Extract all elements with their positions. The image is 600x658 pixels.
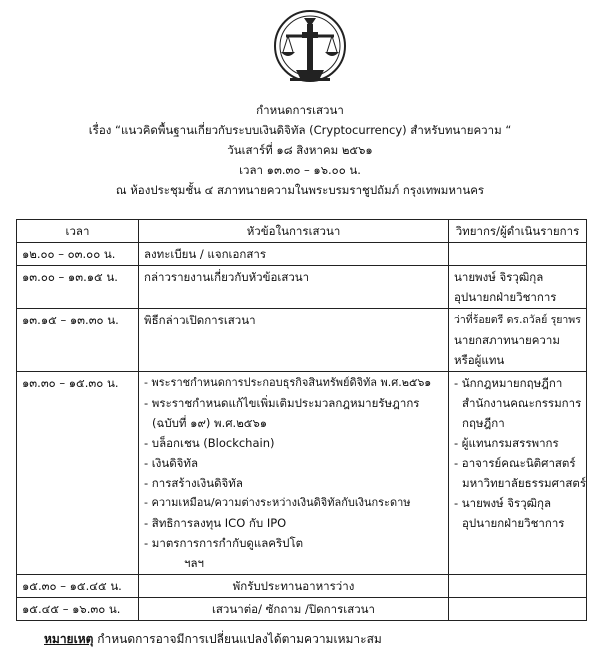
row-speakers [449,575,587,598]
row-time: ๑๓.๓๐ – ๑๕.๓๐ น. [17,372,139,575]
table-row [17,598,587,621]
speaker-item: มหาวิทยาลัยธรรมศาสตร์ [462,476,587,490]
column-header-speakers: วิทยากร/ผู้ดำเนินรายการ [449,220,587,243]
speaker-item: หรือผู้แทน [454,353,505,367]
table-row [17,309,587,372]
lawyers-council-logo [272,6,348,96]
table-row [17,575,587,598]
footnote [44,630,382,649]
row-time: ๑๓.๑๕ – ๑๓.๓๐ น. [17,309,139,372]
speaker-item: - นายพงษ์ จิรวุฒิกุล [454,496,552,510]
topic-item: กล่าวรายงานเกี่ยวกับหัวข้อเสวนา [144,270,310,284]
table-row [17,243,587,266]
row-speakers [449,243,587,266]
topic-item: - ความเหมือน/ความต่างระหว่างเงินดิจิทัลกับเงินกระดาษ [144,496,411,509]
speaker-item: สำนักงานคณะกรรมการ [462,396,582,410]
topic-item: เสวนาต่อ/ ซักถาม /ปิดการเสวนา [211,602,376,616]
row-topic [139,243,449,266]
row-time: ๑๒.๐๐ – ๐๓.๐๐ น. [17,243,139,266]
topic-item: - พระราชกำหนดแก้ไขเพิ่มเติมประมวลกฎหมายรัษฎากร [144,396,420,410]
topic-item: - มาตรการการกำกับดูแลคริปโต [144,536,304,550]
topic-item: - พระราชกำหนดการประกอบธุรกิจสินทรัพย์ดิจิทัล พ.ศ.๒๕๖๑ [144,376,432,389]
table-header-row [17,220,587,243]
scales-emblem-icon [272,6,348,96]
venue-line: ณ ห้องประชุมชั้น ๔ สภาทนายความในพระบรมราชูปถัมภ์ กรุงเทพมหานคร [115,183,485,197]
row-speakers [449,372,587,575]
row-topic [139,598,449,621]
speaker-item: นายกสภาทนายความ [454,333,560,347]
row-time: ๑๕.๓๐ – ๑๕.๔๕ น. [17,575,139,598]
column-header-time: เวลา [17,220,139,243]
topic-item: ฯลฯ [184,556,204,570]
speaker-item: - อาจารย์คณะนิติศาสตร์ [454,456,576,470]
note-text: กำหนดการอาจมีการเปลี่ยนแปลงได้ตามความเหมาะสม [93,632,382,646]
speaker-item: นายพงษ์ จิรวุฒิกุล [454,270,544,284]
table-row [17,266,587,309]
speaker-item: - นักกฎหมายกฤษฎีกา [454,376,563,390]
row-speakers [449,598,587,621]
document-header [0,100,600,200]
speaker-item: กฤษฎีกา [462,416,505,430]
column-header-topic: หัวข้อในการเสวนา [139,220,449,243]
topic-item: (ฉบับที่ ๑๙) พ.ศ.๒๕๖๑ [152,416,268,430]
topic-item: - บล็อกเชน (Blockchain) [144,436,275,450]
row-time: ๑๕.๔๕ – ๑๖.๓๐ น. [17,598,139,621]
speaker-item: อุปนายกฝ่ายวิชาการ [454,290,557,304]
topic-item: ลงทะเบียน / แจกเอกสาร [144,247,267,261]
speaker-item: อุปนายกฝ่ายวิชาการ [462,516,565,530]
topic-item: - เงินดิจิทัล [144,456,199,470]
topic-item: พักรับประทานอาหารว่าง [232,579,355,593]
table-row [17,372,587,575]
title-line: กำหนดการเสวนา [256,103,344,117]
row-topic [139,372,449,575]
agenda-table [16,219,587,621]
topic-item: - การสร้างเงินดิจิทัล [144,476,243,490]
topic-item: - สิทธิการลงทุน ICO กับ IPO [144,516,287,530]
speaker-item: ว่าที่ร้อยตรี ดร.ถวัลย์ รุยาพร [454,314,581,326]
row-topic [139,309,449,372]
time-line: เวลา ๑๓.๓๐ – ๑๖.๐๐ น. [239,163,361,177]
row-speakers [449,309,587,372]
note-label: หมายเหตุ [44,632,94,646]
row-time: ๑๓.๐๐ – ๑๓.๑๕ น. [17,266,139,309]
subject-line: เรื่อง “แนวคิดพื้นฐานเกี่ยวกับระบบเงินดิจิทัล (Cryptocurrency) สำหรับทนายความ “ [88,123,512,137]
row-speakers [449,266,587,309]
topic-item: พิธีกล่าวเปิดการเสวนา [144,313,256,327]
date-line: วันเสาร์ที่ ๑๘ สิงหาคม ๒๕๖๑ [227,143,373,157]
row-topic [139,266,449,309]
row-topic [139,575,449,598]
speaker-item: - ผู้แทนกรมสรรพากร [454,436,559,450]
